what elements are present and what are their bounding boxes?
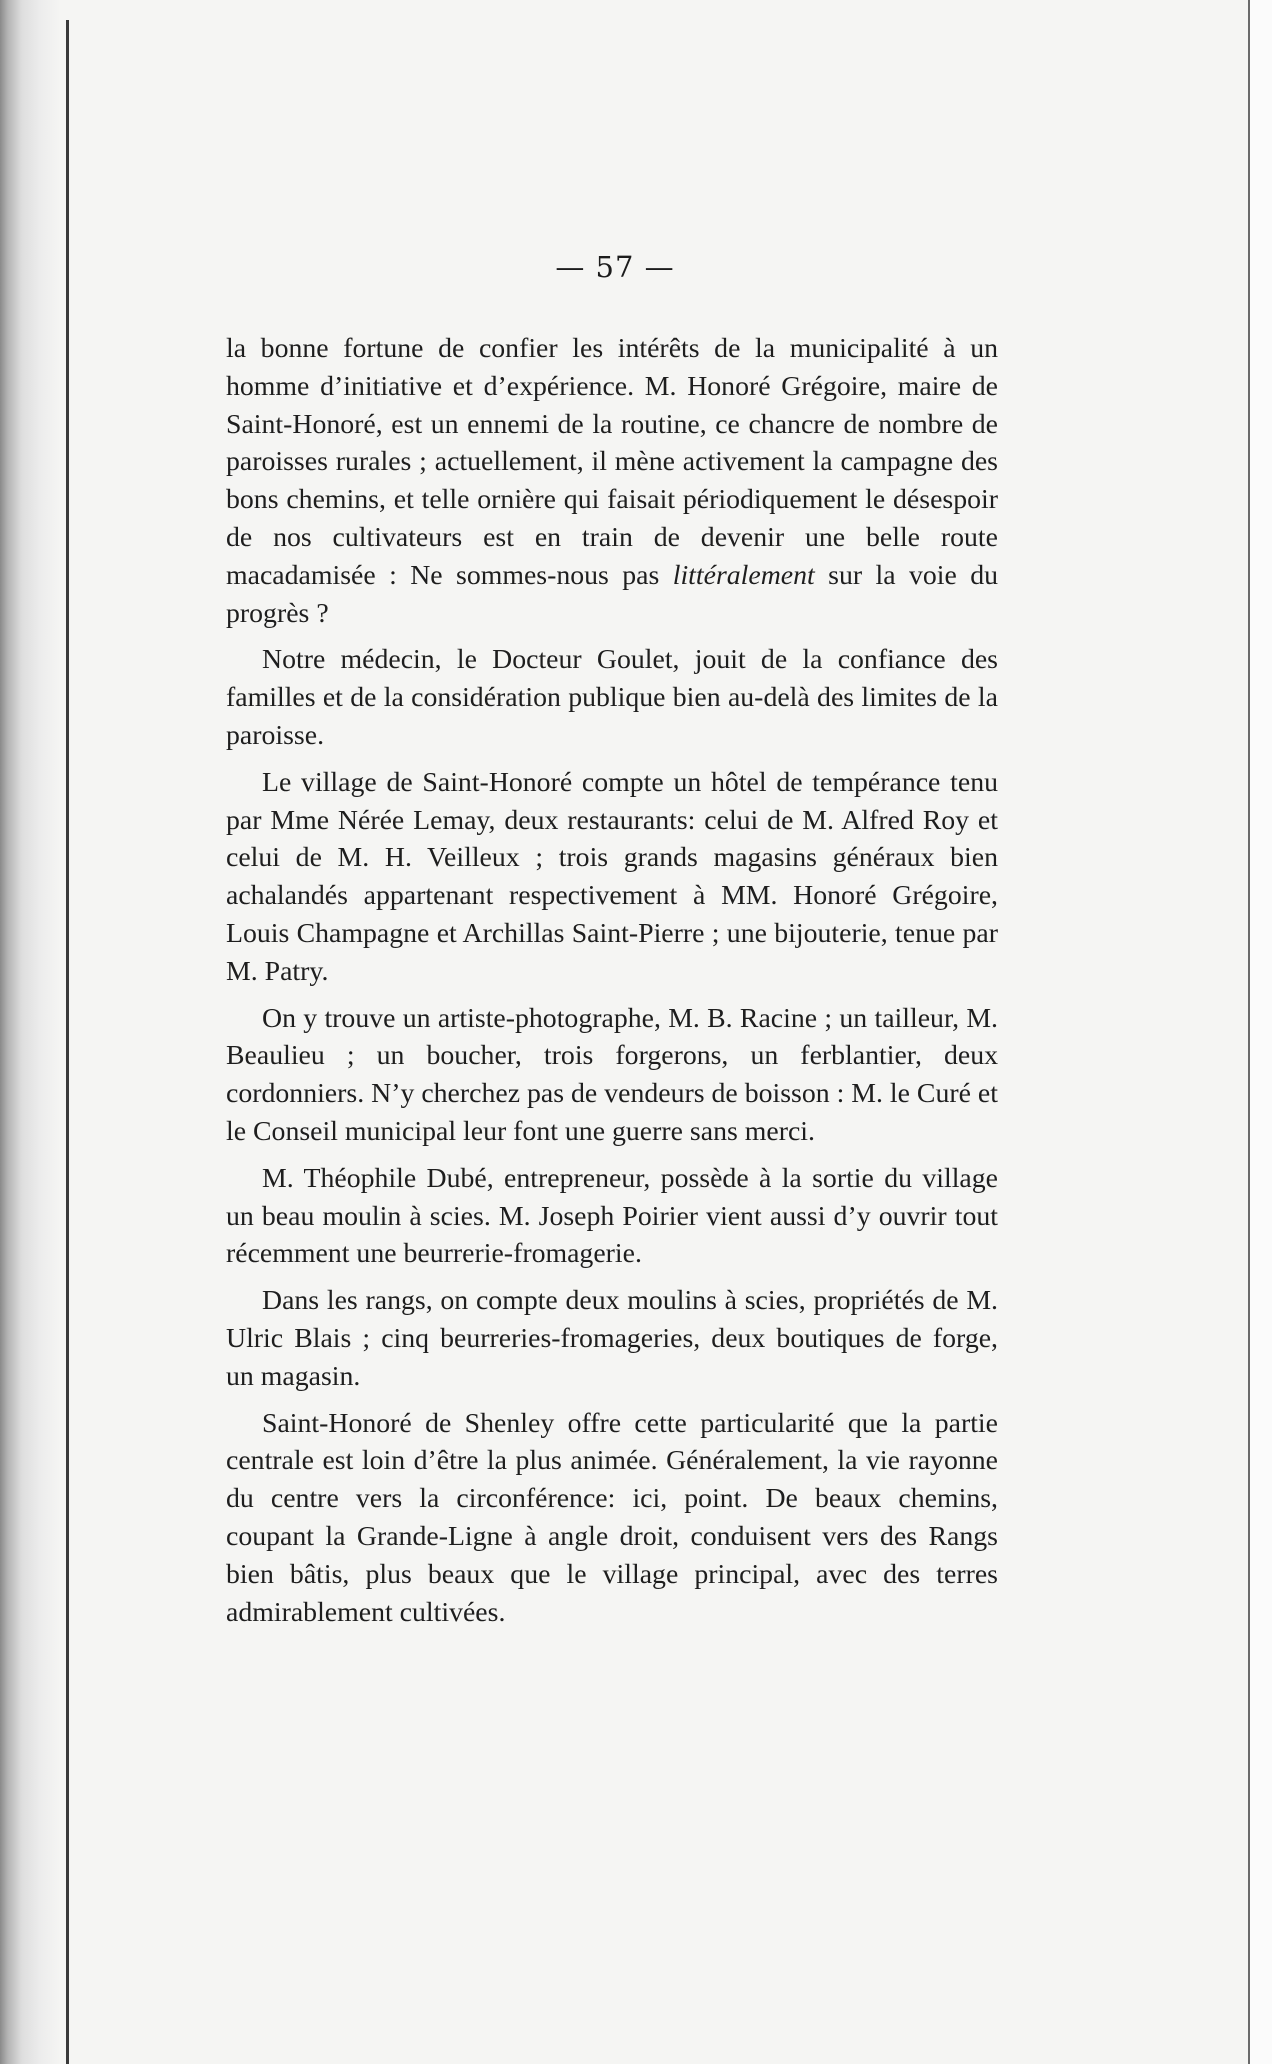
- right-page-margin: [1250, 0, 1272, 2064]
- paragraph-6: Dans les rangs, on compte deux moulins à scies, propriétés de M. Ulric Blais ; cinq beurreries-fromageries, deux boutiques de forge, un magasin.: [226, 1285, 998, 1392]
- paragraph-2: Notre médecin, le Docteur Goulet, jouit de la confiance des familles et de la considération publique bien au-delà des limites de la paroisse.: [226, 644, 998, 751]
- paragraph-1: [226, 330, 998, 632]
- paragraph-3: Le village de Saint-Honoré compte un hôtel de tempérance tenu par Mme Nérée Lemay, deux restaurants: celui de M. Alfred Roy et celui de M. H. Veilleux ; trois grands magasins généraux bien achalandés appartenant respectivement à MM. Honoré Grégoire, Louis Champagne et Archillas Saint-Pierre ; une bijouterie, tenue par M. Patry.: [226, 766, 998, 987]
- page-gutter-shadow: [0, 0, 60, 2064]
- paragraph-1-text: la bonne fortune de confier les intérêts de la municipalité à un homme d’initiative et d’expérience. M. Honoré Grégoire, maire de Saint-Honoré, est un ennemi de la routine, ce chancre de nombre de paroisses rurales ; actuellement, il mène activement la campagne des bons chemins, et telle ornière qui faisait périodiquement le désespoir de nos cultivateurs est en train de devenir une belle route macadamisée : Ne sommes-nous pas: [226, 333, 998, 591]
- paragraph-4: On y trouve un artiste-photographe, M. B. Racine ; un tailleur, M. Beaulieu ; un boucher, trois forgerons, un ferblantier, deux cordonniers. N’y cherchez pas de vendeurs de boisson : M. le Curé et le Conseil municipal leur font une guerre sans merci.: [226, 1002, 998, 1147]
- page-number: — 57 —: [555, 250, 675, 284]
- paragraph-5: M. Théophile Dubé, entrepreneur, possède à la sortie du village un beau moulin à scies. M. Joseph Poirier vient aussi d’y ouvrir tout récemment une beurrerie-fromagerie.: [226, 1162, 998, 1270]
- paragraph-1-emphasis: littéralement: [672, 559, 815, 591]
- paragraph-7: Saint-Honoré de Shenley offre cette particularité que la partie centrale est loin d’être la plus animée. Généralement, la vie rayonne du centre vers la circonférence: ici, point. De beaux chemins, coupant la Grande-Ligne à angle droit, conduisent vers des Rangs bien bâtis, plus beaux que le village principal, avec des terres admirablement cultivées.: [226, 1407, 998, 1628]
- left-border-line: [66, 20, 69, 2064]
- body-text: [226, 330, 998, 1640]
- paragraph-1-text-end: sur la voie du progrès ?: [226, 559, 998, 629]
